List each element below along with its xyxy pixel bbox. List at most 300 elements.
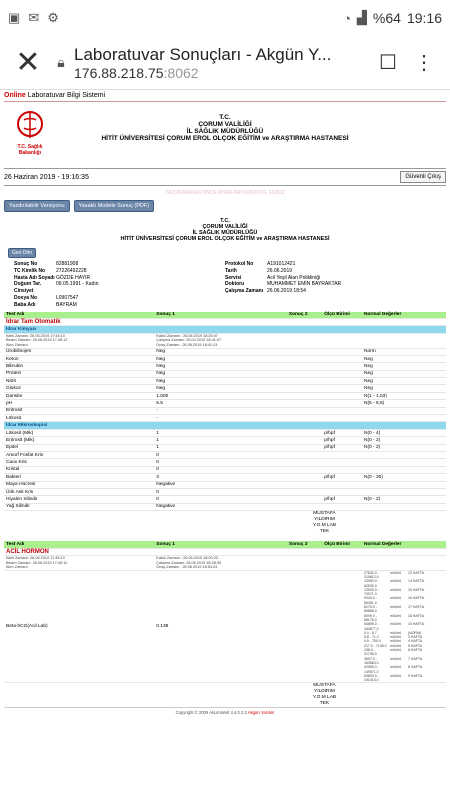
normal-range [362, 481, 446, 488]
reference-range [364, 596, 444, 605]
lock-icon[interactable]: 🔒︎ [57, 54, 65, 70]
test-name: Bilirubin [4, 363, 154, 370]
unit-value [322, 488, 362, 495]
info-label: Doğum Tar. Cinsiyet [14, 281, 42, 295]
result2-value [287, 429, 322, 436]
result-value: 0 [154, 488, 287, 495]
test-name: pH [4, 400, 154, 407]
result2-value [287, 385, 322, 392]
reference-range [364, 665, 444, 674]
test-name: Caox Kris [4, 459, 154, 466]
table-row [4, 378, 446, 385]
range-unit: mIU/ml [390, 622, 402, 627]
info-label: Servisi [225, 274, 242, 281]
info-value: GÖZDE HAYIR [56, 274, 91, 281]
range-week: 9 HAFTA [408, 673, 423, 678]
timestamp: Alım Zamanı: [6, 565, 29, 570]
result-value: 0 [154, 452, 287, 459]
test-name: Maya Hücresi [4, 481, 154, 488]
normal-range [362, 415, 446, 422]
info-label: Protokol No [225, 261, 254, 267]
normal-range: N(0 - 30) [362, 474, 446, 481]
timestamp: Onay Zamanı : 26.06.2019 18:54:24 [156, 565, 218, 570]
range-week: 3 HAFTA [408, 635, 423, 640]
info-value: 26.06.2019 [267, 267, 293, 274]
result-value: 0 [154, 496, 287, 503]
result2-value [287, 392, 322, 399]
table-row [4, 452, 446, 459]
print-notice: YAZDIRMADAN ÖNCE AYARLARI KONTROL EDİNİZ [164, 190, 286, 196]
result2-value [287, 466, 322, 473]
test-name: Epitel [4, 444, 154, 451]
range-week: 12 HAFTA [408, 570, 425, 575]
patient-info [4, 258, 446, 312]
info-label: Çalışma Zamanı [225, 288, 264, 295]
result-value: - [154, 415, 287, 422]
table-row [4, 370, 446, 377]
table-row [4, 481, 446, 488]
pdf-result-button[interactable]: Yasaklı Modele Sonuç (PDF) [74, 200, 155, 212]
signature-line: TEK [319, 701, 330, 707]
info-row [14, 295, 225, 302]
test-name: Lökosit (Mik) [4, 429, 154, 436]
table-row [4, 466, 446, 473]
info-label: Baba Adı [14, 301, 36, 308]
result-value: 0 [154, 466, 287, 473]
reference-range [364, 674, 444, 683]
result-value: 0.138 [154, 570, 287, 683]
timestamp: İstek Zamanı: 26.06.2019 17:45:10 [6, 333, 65, 338]
table-row [4, 474, 446, 481]
signature-line: TEK [319, 529, 330, 535]
unit-value: p/hpf [322, 437, 362, 444]
info-value: L0907547 [56, 294, 79, 301]
signature-spacer [4, 683, 287, 708]
normal-range [362, 503, 446, 510]
unit-value [322, 378, 362, 385]
table-row [4, 444, 446, 451]
test-name: Kristal [4, 466, 154, 473]
battery-level: %64 [372, 10, 401, 26]
report-header [4, 212, 446, 248]
table-row [4, 503, 446, 510]
hormone-table [4, 541, 446, 707]
info-label: Dosya No [14, 294, 38, 301]
test-name: Lökosit [4, 415, 154, 422]
reference-range [364, 579, 444, 588]
test-name: Bakteri [4, 474, 154, 481]
range-week: 8 HAFTA [408, 665, 423, 670]
result2-value [287, 407, 322, 414]
settings-icon: ⚙ [47, 10, 59, 25]
test-name: Yağ Silindir [4, 503, 154, 510]
signature-spacer [362, 683, 446, 708]
unit-value [322, 400, 362, 407]
normal-range: N(0 - 2) [362, 444, 446, 451]
result2-value [287, 415, 322, 422]
header-line: ÇORUM VALİLİĞİ [202, 224, 248, 230]
group-title: İdrar Tam Otomatik [4, 318, 446, 325]
range-unit: mIU/ml [390, 596, 402, 601]
result-value: Neg [154, 363, 287, 370]
table-row [4, 400, 446, 407]
normal-range [362, 466, 446, 473]
table-header-row [4, 312, 446, 319]
result2-value [287, 444, 322, 451]
approval-times [154, 333, 446, 348]
signal-icon: ▟ [356, 10, 367, 25]
url-port: :8062 [163, 64, 199, 81]
table-row [4, 385, 446, 392]
info-row [14, 275, 225, 282]
gallery-icon: ▣ [8, 10, 21, 25]
table-row [4, 407, 446, 414]
result-value: 3 [154, 474, 287, 481]
info-row [14, 302, 225, 309]
column-header: Sonuç 1 [154, 312, 287, 319]
range-value: 8099.0 - 58176.0 [364, 613, 377, 622]
table-row [4, 437, 446, 444]
info-row [14, 281, 225, 295]
normal-range: Neg [362, 385, 446, 392]
normal-range: Norm [362, 348, 446, 355]
range-value: 63803.0 - 151410.0 [364, 673, 379, 683]
back-button[interactable]: Geri Dön [8, 248, 36, 258]
column-header: Normal Değerler [362, 312, 446, 319]
info-label: Tarih [225, 267, 237, 274]
header-line: ÇORUM VALİLİĞİ [198, 121, 252, 128]
clock: 19:16 [406, 10, 442, 26]
result-value: Neg [154, 355, 287, 362]
secure-exit-button[interactable]: Güvenli Çıkış [400, 171, 446, 183]
info-row [225, 281, 436, 288]
column-header: Ölçü Birimi [322, 312, 362, 319]
unit-value [322, 363, 362, 370]
printable-version-button[interactable]: Yazdırılabilir Versiyonu [4, 200, 70, 212]
range-value: 32065.0 - 149571.0 [364, 665, 379, 674]
normal-range: N(0 - 4) [362, 429, 446, 436]
header-line: İL SAĞLIK MÜDÜRLÜĞÜ [186, 128, 264, 135]
range-unit: mIU/ml [390, 605, 402, 610]
current-datetime: 26 Haziran 2019 - 19:16:35 [4, 173, 89, 181]
result2-value [287, 348, 322, 355]
bookmark-icon[interactable]: ☐ [379, 52, 397, 74]
result2-value [287, 355, 322, 362]
unit-value: p/hpf [322, 444, 362, 451]
column-header: Test Adı [4, 541, 154, 548]
signature [287, 511, 362, 536]
test-name: Amorf Fosfat Kris [4, 452, 154, 459]
column-header: Sonuç 2 [287, 312, 322, 319]
timestamp: İstek Zamanı: 26.06.2019 17:45:10 [6, 555, 65, 560]
web-page [0, 90, 450, 717]
result-value: Negative [154, 503, 287, 510]
timestamp: Onay Zamanı : 26.06.2019 18:41:13 [156, 342, 218, 347]
range-week: (NORM) [408, 630, 422, 635]
info-label: Doktoru [225, 281, 245, 288]
system-bar [4, 90, 446, 102]
result2-value [287, 378, 322, 385]
result2-value [287, 370, 322, 377]
unit-value: p/hpf [322, 429, 362, 436]
group-title: ACİL HORMON [4, 548, 446, 555]
group-row [4, 548, 446, 555]
normal-range: N(5 - 8,5) [362, 400, 446, 407]
page-url [74, 65, 370, 81]
info-label: TC Kimlik No [14, 267, 46, 274]
range-value: 0.0 - 5.7 [364, 630, 377, 635]
wifi-icon: ◔ [343, 10, 351, 26]
normal-range: N(1 - 1,03) [362, 392, 446, 399]
table-row [4, 570, 446, 683]
column-header: Ölçü Birimi [322, 541, 362, 548]
unit-value [322, 459, 362, 466]
approval-times [154, 555, 446, 570]
test-name: Beta-hCG(Acil Lab) [4, 570, 154, 683]
signature-spacer [362, 511, 446, 536]
range-unit: mIU/ml [390, 665, 402, 670]
reference-range [364, 605, 444, 614]
info-row [225, 288, 436, 295]
unit-value [322, 407, 362, 414]
result2-value [287, 570, 322, 683]
result-value: 1 [154, 437, 287, 444]
info-label: Hasta Adı Soyadı [14, 274, 55, 281]
table-row [4, 363, 446, 370]
result-value: 5.5 [154, 400, 287, 407]
unit-value: p/hpf [322, 474, 362, 481]
table-row [4, 488, 446, 495]
close-icon[interactable]: ✕ [15, 46, 41, 79]
browser-toolbar [0, 36, 450, 90]
info-row [225, 268, 436, 275]
copyright: Copyright © 2009 AkLimWeb V.4.0.3.3 [175, 710, 247, 716]
result2-value [287, 503, 322, 510]
table-row [4, 348, 446, 355]
range-unit: mIU/ml [390, 630, 402, 635]
range-unit: mIU/ml [390, 635, 402, 640]
column-header: Sonuç 2 [287, 541, 322, 548]
table-row [4, 415, 446, 422]
result2-value [287, 496, 322, 503]
normal-range: Neg [362, 370, 446, 377]
page-address[interactable] [74, 45, 370, 81]
subgroup-row [4, 326, 446, 333]
group-row [4, 318, 446, 325]
online-label: Online [4, 92, 26, 99]
unit-value [322, 466, 362, 473]
info-row [14, 268, 225, 275]
column-header: Sonuç 1 [154, 541, 287, 548]
test-name: Glukoz [4, 385, 154, 392]
range-value: 9.5 - 750.0 [364, 639, 381, 644]
header-line: T.C. [219, 114, 231, 121]
signature-line: YILDIRIM [314, 689, 335, 695]
timestamp: Besim Zamanı: 26.06.2019 17:45:12 [6, 560, 68, 565]
logo-label: T.C. Sağlık Bakanlığı [17, 144, 43, 156]
table-row [4, 429, 446, 436]
info-value: BAYRAM [56, 301, 77, 308]
normal-range: N(0 - 2) [362, 496, 446, 503]
range-value: 9040.0 - 56451.0 [364, 596, 377, 605]
unit-value [322, 503, 362, 510]
health-logo-icon [15, 108, 45, 142]
table-row [4, 496, 446, 503]
reference-ranges [362, 570, 446, 683]
header-line: T.C. [220, 218, 230, 224]
timestamp: Besim Zamanı: 26.06.2019 17:45:12 [6, 338, 68, 343]
table-header-row [4, 541, 446, 548]
range-unit: mIU/ml [390, 673, 402, 678]
test-name: Keton [4, 355, 154, 362]
page-footer [4, 707, 446, 717]
result-value: 1.000 [154, 392, 287, 399]
info-value: 27226492228 [56, 267, 87, 274]
normal-range: Neg [362, 355, 446, 362]
timestamp: Alım Zamanı: [6, 342, 29, 347]
info-value: 26.06.2019 18:54 [267, 288, 306, 295]
more-menu-icon[interactable]: ⋮ [414, 52, 434, 74]
result2-value [287, 459, 322, 466]
ministry-logo [12, 108, 48, 158]
signature-line: Y.O.M LAB [312, 695, 337, 701]
unit-value [322, 385, 362, 392]
range-week: 15 HAFTA [408, 587, 425, 592]
range-unit: mIU/ml [390, 648, 402, 653]
timestamp: Kabul Zamanı : 26.06.2019 18:00:23 [156, 555, 218, 560]
signature-line: MUSTAFA [313, 683, 336, 689]
range-week: 10 HAFTA [408, 622, 425, 627]
info-value: A191012421 [267, 261, 296, 267]
result2-value [287, 437, 322, 444]
range-value: 64895.0 - 184877.0 [364, 622, 379, 631]
range-value: 3697.0 - 163563.0 [364, 656, 379, 665]
subgroup-title: İdrar Mikroskopisi [4, 422, 446, 429]
range-unit: mIU/ml [390, 579, 402, 584]
table-row [4, 355, 446, 362]
unit-value [322, 415, 362, 422]
unit-value: p/hpf [322, 496, 362, 503]
signature-spacer [4, 511, 287, 536]
result-value: 1 [154, 444, 287, 451]
range-week: 17 HAFTA [408, 605, 425, 610]
result-value: Negative [154, 481, 287, 488]
table-row [4, 392, 446, 399]
header-line: İL SAĞLIK MÜDÜRLÜĞÜ [192, 230, 258, 236]
range-unit: mIU/ml [390, 639, 402, 644]
request-times [4, 555, 154, 570]
normal-range [362, 452, 446, 459]
range-week: 4 HAFTA [408, 639, 423, 644]
normal-range [362, 488, 446, 495]
reference-range [364, 614, 444, 623]
signature-line: Y.O.M LAB [312, 523, 337, 529]
range-week: 14 HAFTA [408, 579, 425, 584]
status-bar [0, 0, 450, 36]
request-times [4, 333, 154, 348]
test-name: Eritrosit [4, 407, 154, 414]
reference-range [364, 657, 444, 666]
test-name: Hiyalen Silindir [4, 496, 154, 503]
column-header: Normal Değerler [362, 541, 446, 548]
result2-value [287, 400, 322, 407]
test-name: Ürik Asit Kris [4, 488, 154, 495]
test-name: Eritrosit (Mik) [4, 437, 154, 444]
range-unit: mIU/ml [390, 656, 402, 661]
hospital-header [4, 102, 446, 168]
signature [287, 683, 362, 708]
result-value: Neg [154, 348, 287, 355]
brand-link[interactable]: Akgün Yazılım [247, 710, 275, 716]
unit-value [322, 481, 362, 488]
column-header: Test Adı [4, 312, 154, 319]
signature-row [4, 683, 446, 708]
normal-range [362, 407, 446, 414]
normal-range: N(0 - 2) [362, 437, 446, 444]
info-label: Sonuç No [14, 261, 38, 267]
result-value: Neg [154, 370, 287, 377]
info-value: MUHAMMET EMİN BAYRAKTAR [267, 281, 342, 288]
patient-info-left [14, 261, 225, 309]
range-value: 158.0 - 31795.0 [364, 648, 377, 657]
reference-range [364, 648, 444, 657]
result-value: Neg [154, 385, 287, 392]
unit-value [322, 370, 362, 377]
timestamps-row [4, 555, 446, 570]
info-value: 09.05.1991 - Kadın [56, 281, 99, 288]
range-week: 6 HAFTA [408, 648, 423, 653]
signature-line: YILDIRIM [314, 517, 335, 523]
normal-range: Neg [362, 363, 446, 370]
reference-range [364, 571, 444, 580]
unit-value [322, 392, 362, 399]
print-buttons [4, 200, 446, 212]
range-value: 5.8 - 71.2 [364, 635, 379, 640]
info-value: Acil Yeşil Alan Polikliniği [267, 274, 321, 281]
result2-value [287, 452, 322, 459]
reference-range [364, 622, 444, 631]
range-week: 5 HAFTA [408, 643, 423, 648]
unit-value [322, 570, 362, 683]
range-value: 12039.0 - 70971.0 [364, 587, 379, 597]
page-title: Laboratuvar Sonuçları - Akgün Y... [74, 44, 332, 64]
normal-range [362, 459, 446, 466]
range-unit: mIU/ml [390, 643, 402, 648]
timestamp: Kabul Zamanı : 26.06.2019 18:28:47 [156, 333, 218, 338]
range-unit: mIU/ml [390, 587, 402, 592]
unit-value [322, 348, 362, 355]
range-value: 8175.0 - 55868.0 [364, 605, 377, 614]
result2-value [287, 488, 322, 495]
result-value: 0 [154, 459, 287, 466]
date-bar [4, 168, 446, 186]
result-value: Neg [154, 378, 287, 385]
result2-value [287, 363, 322, 370]
table-row [4, 459, 446, 466]
header-line: HİTİT ÜNİVERSİTESİ ÇORUM EROL OLÇOK EĞİTİM ve ARAŞTIRMA HASTANESİ [101, 135, 349, 142]
subgroup-row [4, 422, 446, 429]
test-name: Nitrit [4, 378, 154, 385]
test-name: Ürobilinojen [4, 348, 154, 355]
timestamp: Çalışma Zamanı: 26.06.2019 18:28:39 [156, 560, 222, 565]
result-value: 1 [154, 429, 287, 436]
unit-value [322, 452, 362, 459]
test-name: Protein [4, 370, 154, 377]
range-week: 7 HAFTA [408, 656, 423, 661]
reference-range [364, 588, 444, 597]
system-name: Laboratuvar Bilgi Sistemi [27, 92, 106, 99]
normal-range: Neg [362, 378, 446, 385]
